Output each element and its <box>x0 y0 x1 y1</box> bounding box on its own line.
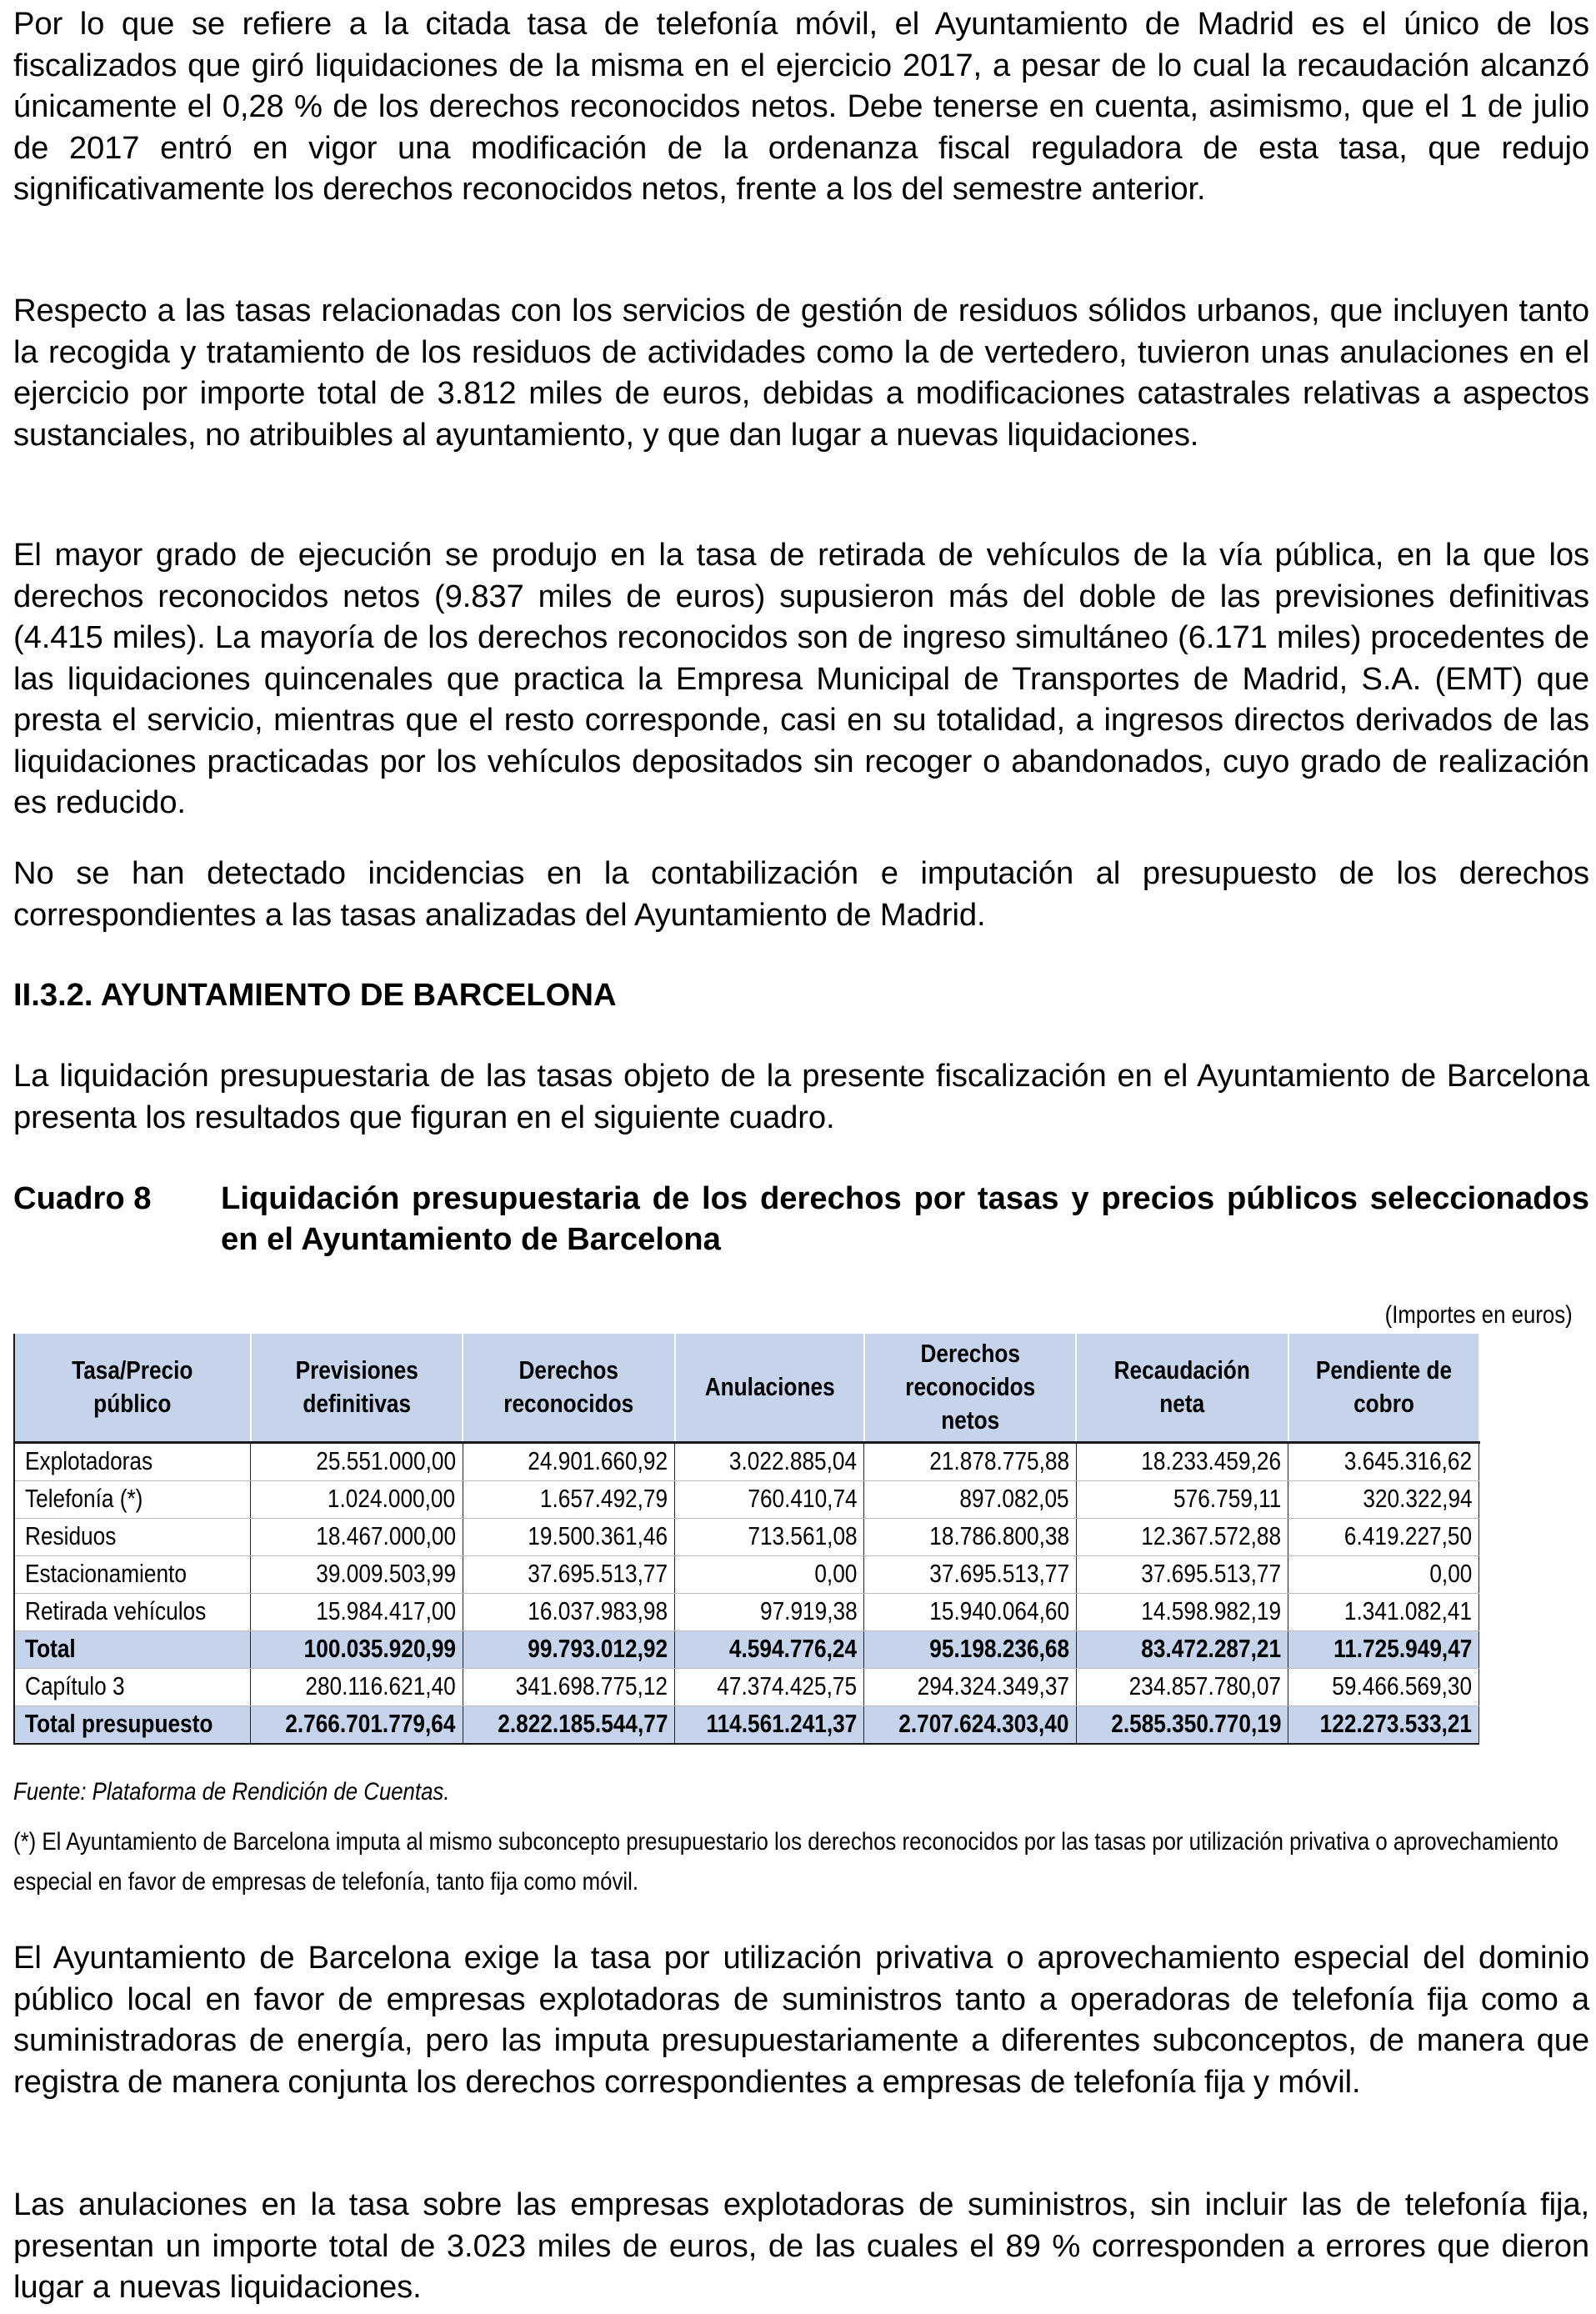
value-cell: 3.022.885,04 <box>675 1442 864 1480</box>
value-cell: 713.561,08 <box>675 1518 864 1555</box>
row-label-cell: Total <box>14 1630 251 1668</box>
value-cell: 97.919,38 <box>675 1593 864 1630</box>
value-cell: 2.822.185.544,77 <box>463 1705 674 1744</box>
cuadro-label: Cuadro 8 <box>13 1180 152 1216</box>
cuadro-title: Liquidación presupuestaria de los derechos por tasas y precios públicos seleccionados en el Ayuntamiento de Barcelona <box>221 1180 1589 1257</box>
table-row <box>14 1668 1479 1705</box>
section-heading: II.3.2. AYUNTAMIENTO DE BARCELONA <box>13 977 617 1013</box>
value-cell: 280.116.621,40 <box>251 1668 463 1705</box>
value-cell: 320.322,94 <box>1288 1480 1479 1518</box>
value-cell: 897.082,05 <box>864 1480 1076 1518</box>
row-label-cell: Capítulo 3 <box>14 1668 251 1705</box>
value-cell: 39.009.503,99 <box>251 1555 463 1593</box>
header-derechos-reconocidos: Derechos reconocidos <box>463 1333 674 1442</box>
value-cell: 59.466.569,30 <box>1288 1668 1479 1705</box>
value-cell: 234.857.780,07 <box>1076 1668 1288 1705</box>
value-cell: 95.198.236,68 <box>864 1630 1076 1668</box>
header-tasa: Tasa/Precio público <box>14 1333 251 1442</box>
header-derechos-netos: Derechos reconocidos netos <box>864 1333 1076 1442</box>
paragraph-barcelona-tasa: El Ayuntamiento de Barcelona exige la tasa por utilización privativa o aprovechamiento especial del dominio público local en favor de empresas explotadoras de suministros tanto a operadoras de telefonía fija como a suministradoras de energía, pero las imputa presupuestariamente a diferentes subconceptos, de manera que registra de manera conjunta los derechos correspondientes a empresas de telefonía fija y móvil. <box>13 1940 1589 2100</box>
paragraph-madrid-retirada: El mayor grado de ejecución se produjo en la tasa de retirada de vehículos de la vía pública, en la que los derechos reconocidos netos (9.837 miles de euros) supusieron más del doble de las previsiones definitivas (4.415 miles). La mayoría de los derechos reconocidos son de ingreso simultáneo (6.171 miles) procedentes de las liquidaciones quincenales que practica la Empresa Municipal de Transportes de Madrid, S.A. (EMT) que presta el servicio, mientras que el resto corresponde, casi en su totalidad, a ingresos directos derivados de las liquidaciones practicadas por los vehículos depositados sin recoger o abandonados, cuyo grado de realización es reducido. <box>13 537 1589 820</box>
table-row <box>14 1518 1479 1555</box>
header-previsiones: Previsiones definitivas <box>251 1333 463 1442</box>
value-cell: 0,00 <box>675 1555 864 1593</box>
value-cell: 100.035.920,99 <box>251 1630 463 1668</box>
value-cell: 37.695.513,77 <box>1076 1555 1288 1593</box>
paragraph-barcelona-intro: La liquidación presupuestaria de las tasas objeto de la presente fiscalización en el Ayuntamiento de Barcelona presenta los resultados que figuran en el siguiente cuadro. <box>13 1058 1589 1135</box>
row-label-cell: Explotadoras <box>14 1442 251 1480</box>
paragraph-barcelona-anulaciones: Las anulaciones en la tasa sobre las empresas explotadoras de suministros, sin incluir las de telefonía fija, presentan un importe total de 3.023 miles de euros, de las cuales el 89 % corresponden a errores que dieron lugar a nuevas liquidaciones. <box>13 2186 1589 2305</box>
table-total-row <box>14 1705 1479 1744</box>
value-cell: 2.707.624.303,40 <box>864 1705 1076 1744</box>
value-cell: 18.786.800,38 <box>864 1518 1076 1555</box>
value-cell: 122.273.533,21 <box>1288 1705 1479 1744</box>
value-cell: 1.657.492,79 <box>463 1480 674 1518</box>
table-total-row <box>14 1630 1479 1668</box>
value-cell: 2.766.701.779,64 <box>251 1705 463 1744</box>
row-label-cell: Estacionamiento <box>14 1555 251 1593</box>
value-cell: 294.324.349,37 <box>864 1668 1076 1705</box>
header-anulaciones: Anulaciones <box>675 1333 864 1442</box>
table-row <box>14 1555 1479 1593</box>
value-cell: 11.725.949,47 <box>1288 1630 1479 1668</box>
value-cell: 18.467.000,00 <box>251 1518 463 1555</box>
row-label-cell: Retirada vehículos <box>14 1593 251 1630</box>
value-cell: 16.037.983,98 <box>463 1593 674 1630</box>
value-cell: 83.472.287,21 <box>1076 1630 1288 1668</box>
table-footnote: (*) El Ayuntamiento de Barcelona imputa al mismo subconcepto presupuestario los derechos reconocidos por las tasas por utilización privativa o aprovechamiento especial en favor de empresas de telefonía, tanto fija como móvil. <box>13 1828 1558 1896</box>
row-label-cell: Telefonía (*) <box>14 1480 251 1518</box>
value-cell: 0,00 <box>1288 1555 1479 1593</box>
value-cell: 341.698.775,12 <box>463 1668 674 1705</box>
value-cell: 24.901.660,92 <box>463 1442 674 1480</box>
value-cell: 15.940.064,60 <box>864 1593 1076 1630</box>
value-cell: 1.024.000,00 <box>251 1480 463 1518</box>
paragraph-madrid-incidencias: No se han detectado incidencias en la contabilización e imputación al presupuesto de los derechos correspondientes a las tasas analizadas del Ayuntamiento de Madrid. <box>13 855 1589 933</box>
value-cell: 114.561.241,37 <box>675 1705 864 1744</box>
table-row <box>14 1480 1479 1518</box>
value-cell: 47.374.425,75 <box>675 1668 864 1705</box>
header-recaudacion: Recaudación neta <box>1076 1333 1288 1442</box>
value-cell: 15.984.417,00 <box>251 1593 463 1630</box>
value-cell: 21.878.775,88 <box>864 1442 1076 1480</box>
table-row <box>14 1593 1479 1630</box>
value-cell: 576.759,11 <box>1076 1480 1288 1518</box>
row-label-cell: Residuos <box>14 1518 251 1555</box>
value-cell: 6.419.227,50 <box>1288 1518 1479 1555</box>
value-cell: 12.367.572,88 <box>1076 1518 1288 1555</box>
header-pendiente: Pendiente de cobro <box>1288 1333 1479 1442</box>
value-cell: 25.551.000,00 <box>251 1442 463 1480</box>
value-cell: 2.585.350.770,19 <box>1076 1705 1288 1744</box>
table-row <box>14 1442 1479 1480</box>
value-cell: 4.594.776,24 <box>675 1630 864 1668</box>
value-cell: 1.341.082,41 <box>1288 1593 1479 1630</box>
value-cell: 99.793.012,92 <box>463 1630 674 1668</box>
value-cell: 14.598.982,19 <box>1076 1593 1288 1630</box>
table-source: Fuente: Plataforma de Rendición de Cuentas. <box>13 1778 450 1806</box>
value-cell: 37.695.513,77 <box>463 1555 674 1593</box>
units-note: (Importes en euros) <box>1384 1301 1573 1329</box>
table-header-row <box>14 1333 1479 1442</box>
row-label-cell: Total presupuesto <box>14 1705 251 1744</box>
liquidacion-table <box>13 1332 1480 1745</box>
value-cell: 37.695.513,77 <box>864 1555 1076 1593</box>
value-cell: 3.645.316,62 <box>1288 1442 1479 1480</box>
value-cell: 19.500.361,46 <box>463 1518 674 1555</box>
paragraph-madrid-residuos: Respecto a las tasas relacionadas con los servicios de gestión de residuos sólidos urbanos, que incluyen tanto la recogida y tratamiento de los residuos de actividades como la de vertedero, tuvieron unas anulaciones en el ejercicio por importe total de 3.812 miles de euros, debidas a modificaciones catastrales relativas a aspectos sustanciales, no atribuibles al ayuntamiento, y que dan lugar a nuevas liquidaciones. <box>13 293 1589 453</box>
value-cell: 760.410,74 <box>675 1480 864 1518</box>
paragraph-madrid-telefonia: Por lo que se refiere a la citada tasa de telefonía móvil, el Ayuntamiento de Madrid es el único de los fiscalizados que giró liquidaciones de la misma en el ejercicio 2017, a pesar de lo cual la recaudación alcanzó únicamente el 0,28 % de los derechos reconocidos netos. Debe tenerse en cuenta, asimismo, que el 1 de julio de 2017 entró en vigor una modificación de la ordenanza fiscal reguladora de esta tasa, que redujo significativamente los derechos reconocidos netos, frente a los del semestre anterior. <box>13 6 1589 207</box>
value-cell: 18.233.459,26 <box>1076 1442 1288 1480</box>
